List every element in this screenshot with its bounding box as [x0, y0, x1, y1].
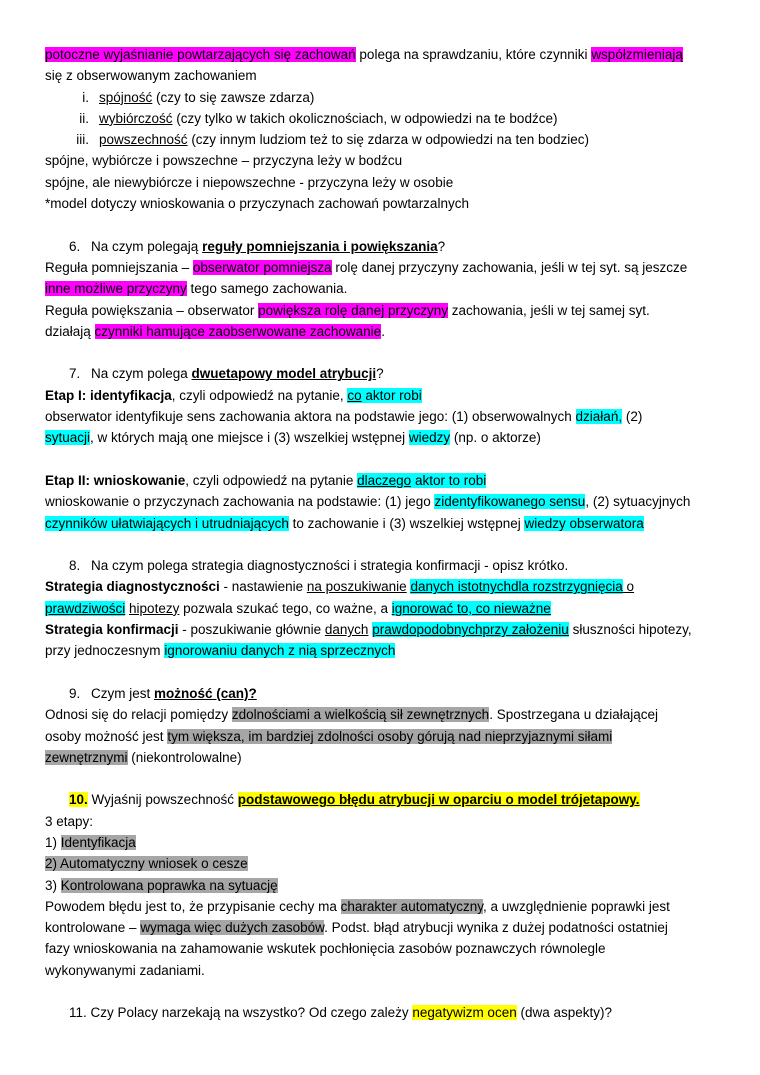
highlight-gray: 2) Automatyczny wniosek o cesze [45, 856, 248, 872]
highlight-cyan: danych istotnychdla rozstrzygnięcia [410, 579, 623, 595]
text: - poszukiwanie głównie [178, 622, 325, 638]
text: . Podst. błąd atrybucji wynika z dużej podatności ostatniej [324, 920, 668, 936]
question-heading [45, 789, 725, 810]
stage-label: Etap II: wnioskowanie [45, 472, 186, 488]
highlight-magenta: powiększa rolę danej przyczyny [258, 302, 448, 318]
text: wnioskowanie o przyczynach zachowania na podstawie: (1) jego [45, 494, 435, 510]
highlight-cyan: co [347, 387, 362, 403]
text: , a uwzględnienie poprawki jest [482, 898, 670, 914]
paragraph [45, 640, 725, 661]
highlight-cyan: prawdopodobnychprzy założeniu [372, 622, 569, 638]
paragraph [45, 172, 725, 193]
highlight-cyan: ignorowaniu danych z nią sprzecznych [164, 643, 396, 659]
list-item [45, 832, 725, 853]
text: Na czym polegają [91, 238, 203, 254]
question-heading [45, 555, 725, 576]
text: (2) [622, 409, 643, 425]
highlight-cyan: dlaczego [357, 472, 412, 488]
text: Czym jest [91, 685, 155, 701]
question-heading [45, 363, 725, 384]
text: osoby możność jest [45, 728, 168, 744]
question-number: 9. [69, 685, 81, 701]
text: słuszności hipotezy, [568, 622, 692, 638]
text: hipotezy [129, 600, 180, 616]
highlight-magenta: współzmieniają [591, 47, 683, 62]
text: (np. o aktorze) [450, 430, 541, 446]
text: polega na sprawdzaniu, które czynniki [355, 47, 592, 62]
paragraph [45, 576, 725, 597]
paragraph [45, 726, 725, 747]
text: Wyjaśnij powszechność [87, 792, 238, 808]
document-page [45, 44, 725, 1024]
text: tego samego zachowania. [186, 281, 348, 297]
question-heading [45, 683, 725, 704]
question-number: 10. [69, 792, 88, 808]
list-item [45, 875, 725, 896]
text: ? [437, 238, 446, 254]
highlight-cyan: czynników ułatwiających i utrudniających [45, 515, 289, 531]
paragraph [45, 917, 725, 938]
highlight-gray: Identyfikacja [60, 834, 136, 850]
text: , w których mają one miejsce i (3) wszelkiej wstępnej [90, 430, 409, 446]
text: - nastawienie [219, 579, 307, 595]
text: Reguła pomniejszania – [45, 259, 193, 275]
list-item [45, 87, 725, 108]
text: danych [324, 622, 369, 638]
highlight-cyan: wiedzy obserwatora [524, 515, 644, 531]
text: Reguła powiększania – obserwator [45, 302, 259, 318]
list-number: iii. [76, 132, 89, 148]
highlight-gray: zdolnościami a wielkością sił zewnętrznych [231, 707, 490, 723]
text: ? [376, 366, 384, 382]
list-item [45, 853, 725, 874]
text: Na czym polega [91, 366, 192, 382]
paragraph [45, 960, 725, 981]
paragraph [45, 811, 725, 832]
text: Odnosi się do relacji pomiędzy [45, 707, 232, 723]
text: wykonywanymi zadaniami. [45, 962, 205, 978]
term: możność (can)? [154, 685, 257, 701]
paragraph [45, 491, 725, 512]
paragraph [45, 385, 725, 406]
question-number: 8. [69, 558, 81, 574]
stage-label: Etap I: identyfikacja [45, 387, 172, 403]
paragraph [45, 938, 725, 959]
text: działają [45, 323, 95, 339]
question-heading [45, 236, 725, 257]
text: 3 etapy: [45, 813, 94, 829]
text: . [381, 323, 385, 339]
paragraph [45, 406, 725, 427]
list-item [45, 129, 725, 150]
list-number: ii. [79, 110, 89, 126]
paragraph [45, 193, 725, 214]
highlight-cyan: wiedzy [408, 430, 451, 446]
text: spójne, wybiórcze i powszechne – przyczyna leży w bodźcu [45, 153, 403, 169]
highlight-cyan: sytuacji [45, 430, 91, 446]
paragraph [45, 300, 725, 321]
highlight-cyan: aktor robi [361, 387, 422, 403]
text: to zachowanie i (3) wszelkiej wstępnej [288, 515, 525, 531]
highlight-magenta: obserwator pomniejsza [192, 259, 332, 275]
paragraph [45, 150, 725, 171]
text: (dwa aspekty)? [516, 1005, 613, 1021]
list-number: i. [82, 89, 89, 105]
term: Strategia konfirmacji [45, 622, 179, 638]
text: 11. Czy Polacy narzekają na wszystko? Od czego zależy [69, 1005, 413, 1021]
text: na poszukiwanie [306, 579, 407, 595]
text: obserwator identyfikuje sens zachowania aktora na podstawie jego: (1) obserwowalnych [45, 409, 576, 425]
text: fazy wnioskowania na zahamowanie wskutek pochłonięcia zasobów poznawczych równolegle [45, 941, 606, 957]
paragraph [45, 470, 725, 491]
text: (czy to się zawsze zdarza) [152, 89, 315, 105]
spacer [45, 662, 725, 683]
paragraph [45, 747, 725, 768]
highlight-gray: charakter automatyczny [340, 898, 483, 914]
paragraph [45, 619, 725, 640]
highlight-gray: Kontrolowana poprawka na sytuację [60, 877, 278, 893]
highlight-cyan: ignorować to, co nieważne [391, 600, 551, 616]
text: (niekontrolowalne) [127, 749, 242, 765]
highlight-magenta: inne możliwe przyczyny [45, 281, 187, 297]
highlight-gray: tym większa, im bardziej zdolności osoby górują nad nieprzyjaznymi siłami [167, 728, 613, 744]
text: , czyli odpowiedź na pytanie [185, 472, 358, 488]
list-number: 1) [45, 834, 61, 850]
question-heading [45, 1002, 725, 1023]
text: Powodem błędu jest to, że przypisanie cechy ma [45, 898, 341, 914]
paragraph [45, 44, 725, 65]
highlight-gray: wymaga więc dużych zasobów [140, 920, 325, 936]
list-item [45, 108, 725, 129]
paragraph [45, 513, 725, 534]
spacer [45, 449, 725, 470]
paragraph [45, 65, 725, 86]
paragraph [45, 598, 725, 619]
question-number: 6. [69, 238, 81, 254]
text: przy jednoczesnym [45, 643, 165, 659]
highlight-cyan: prawdziwości [45, 600, 126, 616]
text: *model dotyczy wnioskowania o przyczynach zachowań powtarzalnych [45, 196, 469, 212]
text: zachowania, jeśli w tej samej syt. [447, 302, 650, 318]
text: , czyli odpowiedź na pytanie, [171, 387, 348, 403]
list-number: 3) [45, 877, 61, 893]
text: Na czym polega strategia diagnostyczności i strategia konfirmacji - opisz krótko. [91, 558, 569, 574]
text: kontrolowane – [45, 920, 141, 936]
text: , (2) sytuacyjnych [585, 494, 691, 510]
text: o [622, 579, 635, 595]
spacer [45, 981, 725, 1002]
highlight-gray: zewnętrznymi [45, 749, 128, 765]
text: (czy innym ludziom też to się zdarza w odpowiedzi na ten bodziec) [187, 132, 589, 148]
spacer [45, 214, 725, 235]
spacer [45, 342, 725, 363]
text: (czy tylko w takich okolicznościach, w odpowiedzi na te bodźce) [172, 110, 558, 126]
paragraph [45, 278, 725, 299]
question-number: 7. [69, 366, 81, 382]
paragraph [45, 704, 725, 725]
highlight-cyan: aktor to robi [411, 472, 487, 488]
highlight-cyan: działań, [575, 409, 623, 425]
highlight-magenta: czynniki hamujące zaobserwowane zachowanie [94, 323, 382, 339]
text: spójne, ale niewybiórcze i niepowszechne - przyczyna leży w osobie [45, 174, 454, 190]
spacer [45, 534, 725, 555]
term: spójność [99, 89, 153, 105]
text: pozwala szukać tego, co ważne, a [179, 600, 392, 616]
term: dwuetapowy model atrybucji [191, 366, 377, 382]
text: rolę danej przyczyny zachowania, jeśli w tej syt. są jeszcze [331, 259, 688, 275]
paragraph [45, 896, 725, 917]
paragraph [45, 321, 725, 342]
highlight-yellow: negatywizm ocen [412, 1005, 517, 1021]
highlight-magenta: potoczne wyjaśnianie powtarzających się zachowań [45, 47, 356, 62]
term: Strategia diagnostyczności [45, 579, 220, 595]
text: się z obserwowanym zachowaniem [45, 68, 257, 84]
term: reguły pomniejszania i powiększania [202, 238, 438, 254]
highlight-cyan: zidentyfikowanego sensu [434, 494, 586, 510]
term: powszechność [99, 132, 188, 148]
text: . Spostrzegana u działającej [489, 707, 659, 723]
paragraph [45, 257, 725, 278]
term: wybiórczość [99, 110, 173, 126]
highlight-yellow: podstawowego błędu atrybucji w oparciu o model trójetapowy. [237, 792, 640, 808]
paragraph [45, 427, 725, 448]
spacer [45, 768, 725, 789]
